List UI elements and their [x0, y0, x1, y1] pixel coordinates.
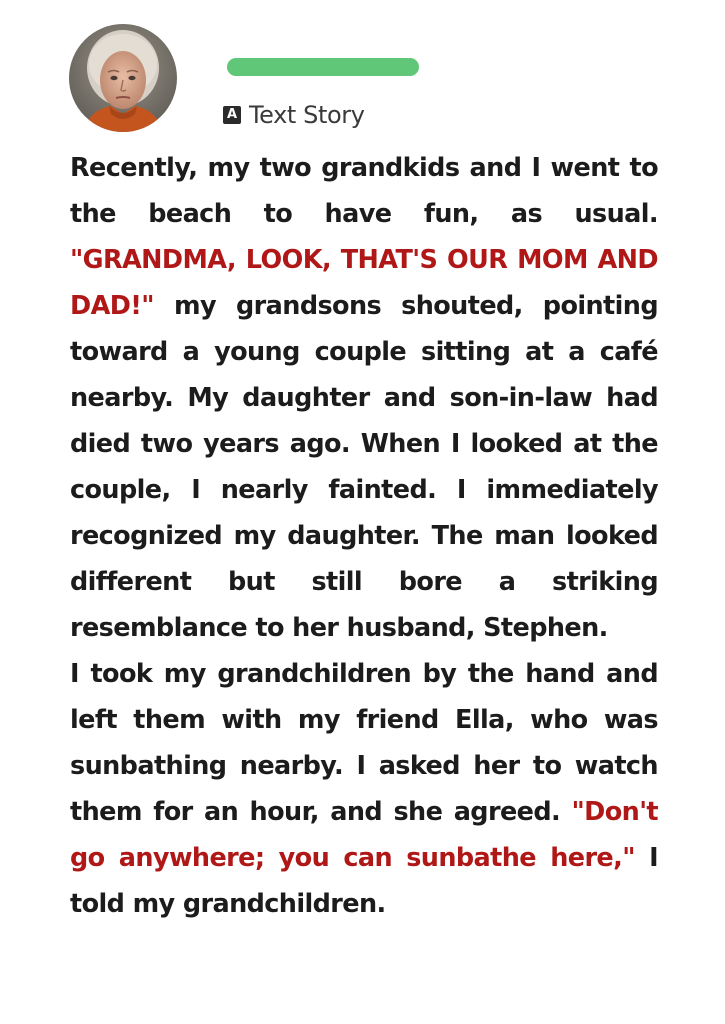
story-type-label: Text Story: [249, 101, 365, 129]
story-paragraph-1: [70, 145, 658, 651]
paragraph-text: Recently, my two grandkids and I went to the beach to have fun, as usual.: [70, 153, 658, 229]
story-type: [223, 100, 365, 130]
author-avatar[interactable]: [69, 24, 177, 132]
story-header: [69, 24, 669, 134]
story-paragraph-2: [70, 651, 658, 927]
story-body: [70, 145, 658, 927]
author-name-redacted[interactable]: [227, 58, 419, 76]
quote-text: "GRANDMA, LOOK, THAT'S OUR MOM AND DAD!": [70, 245, 658, 321]
text-story-icon: A: [223, 106, 241, 124]
avatar-photo-icon: [69, 24, 177, 132]
quote-text: "Don't go anywhere; you can sunbathe here,": [70, 797, 658, 873]
paragraph-text: I took my grandchildren by the hand and left them with my friend Ella, who was sunbathing nearby. I asked her to watch them for an hour, and she agreed.: [70, 659, 658, 827]
paragraph-text: I told my grandchildren.: [70, 843, 658, 919]
author-name-label: [227, 58, 419, 76]
paragraph-text: my grandsons shouted, pointing toward a young couple sitting at a café nearby. My daughter and son-in-law had died two years ago. When I looked at the couple, I nearly fainted. I immediately recognized my daughter. The man looked different but still bore a striking resemblance to her husband, Stephen.: [70, 291, 658, 643]
